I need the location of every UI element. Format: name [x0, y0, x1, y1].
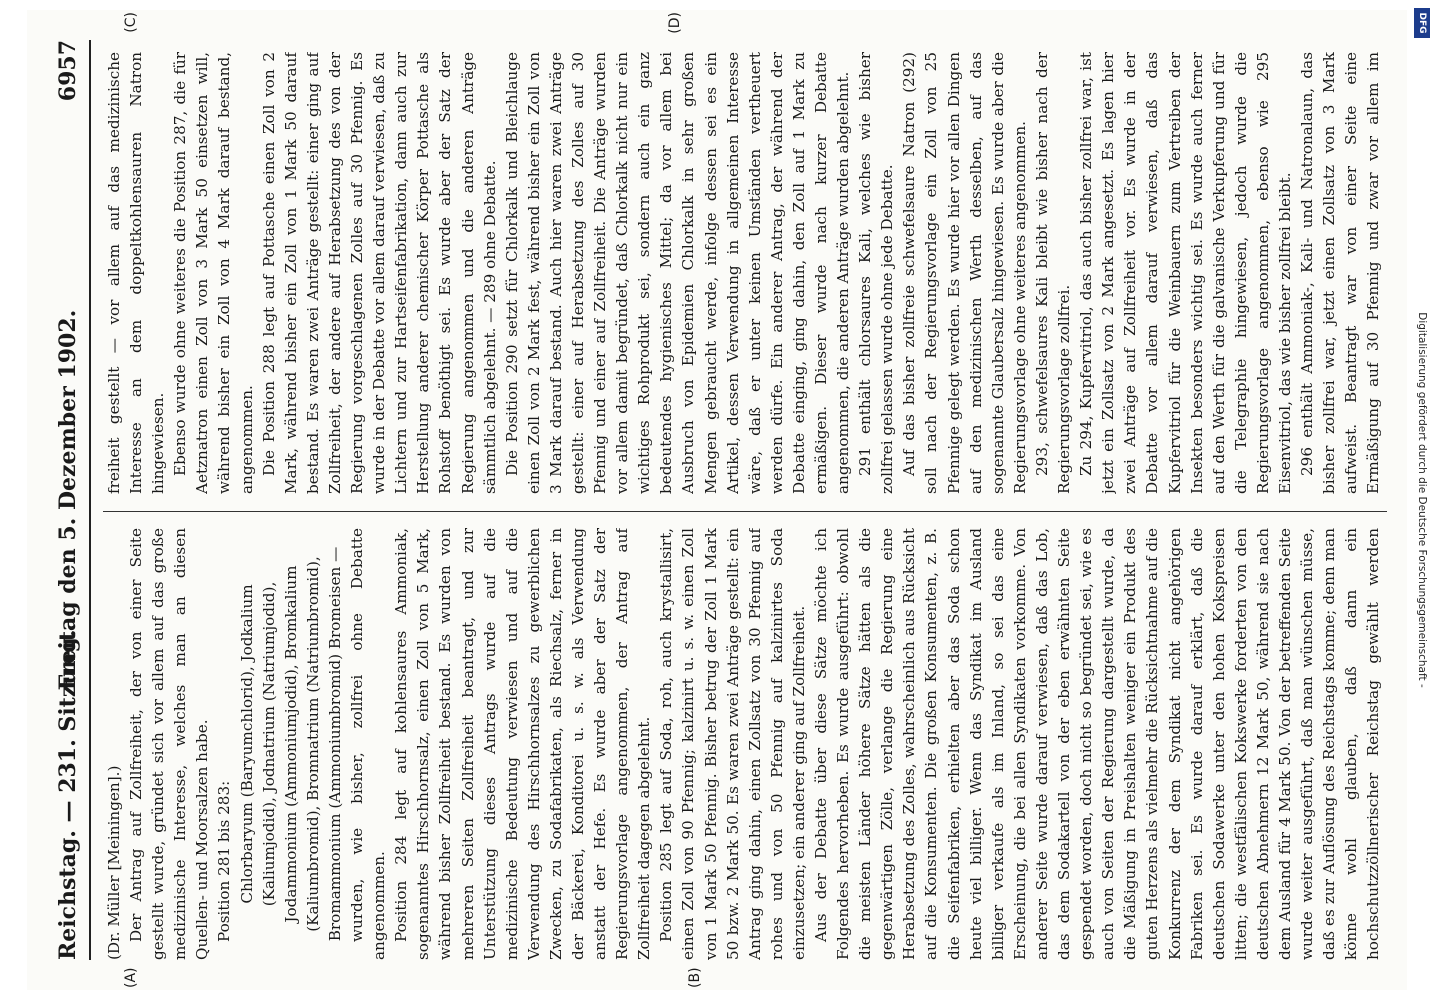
margin-marker-b: (B)	[687, 967, 703, 988]
paragraph: 293, schwefelsaures Kali bleibt wie bisher nach der Regierungsvorlage zollfrei.	[1032, 52, 1074, 494]
margin-marker-a: (A)	[123, 967, 139, 988]
paragraph: Aus der Debatte über diese Sätze möchte ich Folgendes hervorheben. Es wurde ausgeführt: obwohl die meisten Länder höhere Sätze hätten als die gegenwärtigen Zölle, verlange die Regierung eine Herabsetzung des Zolles, wahrscheinlich aus Rücksicht auf die Konsumenten. Die großen Konsumenten, z. B. die Seifenfabriken, erhielten aber das Soda schon heute viel billiger. Wenn das Syndikat im Ausland billiger verkaufe als im Inland, so sei das eine Erscheinung, die bei allen Syndikaten vorkomme. Von anderer Seite wurde darauf verwiesen, daß das Lob, das dem Sodakartell von der eben erwähnten Seite gespendet worden, doch nicht so begründet sei, wie es auch von Seiten der Regierung dargestellt wurde, da die Mäßigung in Preishalten weniger ein Produkt des guten Herzens als vielmehr die Rücksichtnahme auf die Konkurrenz der dem Syndikat nicht angehörigen Fabriken sei. Es wurde darauf erklärt, daß die deutschen Sodawerke unter den hohen Kokspreisen litten; die westfälischen Kokswerke forderten von den deutschen Abnehmern 12 Mark 50, während sie nach dem Ausland für 4 Mark 50. Von der betreffenden Seite wurde weiter ausgeführt, daß man wünschen müsse, daß es zur Auflösung des Reichstags komme; denn man könne wohl glauben, daß dann ein hochschutzzöllnerischer Reichstag gewählt werden	[812, 528, 1383, 960]
header-left: Reichstag. — 231. Sitzung.	[55, 629, 81, 960]
paragraph: 291 enthält chlorsaures Kali, welches wie bisher zollfrei gelassen wurde ohne jede Debatte.	[856, 52, 897, 494]
digitization-note: Digitalisierung gefördert durch die Deutsche Forschungsgemeinschaft -	[1416, 312, 1428, 688]
paragraph: Position 285 legt auf Soda, roh, auch krystallisirt, einen Zoll von 90 Pfennig; kalzinirt u. s. w. einen Zoll von 1 Mark 50 Pfennig. Bisher betrug der Zoll 1 Mark 50 bzw. 2 Mark 50. Es waren zwei Anträge gestellt: ein Antrag ging dahin, einen Zollsatz von 30 Pfennig auf rohes und von 50 Pfennig auf kalzinirtes Soda einzusetzen; ein anderer ging auf Zollfreiheit.	[657, 528, 808, 960]
dfg-logo-text: DFG	[1417, 12, 1427, 34]
paragraph: Die Position 290 setzt für Chlorkalk und Bleichlauge einen Zoll von 2 Mark fest, während bisher ein Zoll von 3 Mark darauf bestand. Auch hier waren zwei Anträge gestellt: einer auf Herabsetzung des Zolles auf 30 Pfennig und einer auf Zollfreiheit. Die Anträge wurden vor allem damit begründet, daß Chlorkalk nicht nur ein wichtiges Rohprodukt sei, sondern auch ein ganz bedeutendes hygienisches Mittel; da vor allem bei Ausbruch von Epidemien Chlorkalk in sehr großen Mengen gebraucht werde, infolge dessen sei es ein Artikel, dessen Verwendung in allgemeinen Interesse wäre, daß er unter keinen Umständen vertheuert werden dürfe. Ein anderer Antrag, der während der Debatte einging, ging dahin, den Zoll auf 1 Mark zu ermäßigen. Dieser wurde nach kurzer Debatte angenommen, die anderen Anträge wurden abgelehnt.	[502, 52, 853, 494]
dfg-logo	[1414, 8, 1430, 38]
paragraph: Position 284 legt auf kohlensaures Ammoniak, sogenanntes Hirschhornsalz, einen Zoll von 5 Mark, während bisher Zollfreiheit bestand. Es wurden von mehreren Seiten Zollfreiheit beantragt, und zur Unterstützung dieses Antrags wurde auf die medizinische Bedeutung verwiesen und auf die Verwendung des Hirschhornsalzes zu gewerblichen Zwecken, zu Sodafabrikaten, als Riechsalz, ferner in der Bäckerei, Konditorei u. s. w. als Verwendung anstatt der Hefe. Es wurde aber der Satz der Regierungsvorlage angenommen, der Antrag auf Zollfreiheit dagegen abgelehnt.	[392, 528, 654, 960]
left-column	[103, 528, 1387, 960]
digitization-sidebar	[1410, 0, 1434, 1000]
paragraph: Position 281 bis 283:	[215, 780, 234, 942]
paragraph: 296 enthält Ammoniak-, Kali- und Natronalaun, das bisher zollfrei war, jetzt einen Zollsatz von 3 Mark aufweist. Beantragt war von einer Seite eine Ermäßigung auf 30 Pfennig und zwar vor allem im	[1298, 52, 1383, 494]
column-divider	[103, 511, 1387, 512]
right-column	[103, 52, 1387, 494]
paragraph: freiheit gestellt — vor allem auf das medizinische Interesse an dem doppeltkohlensauren Natron hingewiesen.	[105, 52, 168, 494]
rotated-page	[27, 10, 1407, 990]
page-header	[45, 40, 91, 960]
paragraph: wurden, wie bisher, zollfrei ohne Debatte angenommen.	[348, 528, 389, 960]
page-number: 6957	[55, 40, 81, 102]
header-date: Freitag den 5. Dezember 1902.	[55, 309, 81, 691]
paragraph: Der Antrag auf Zollfreiheit, der von einer Seite gestellt wurde, gründet sich vor allem auf das große medizinische Interesse, welches man an diesen Quellen- und Moorsalzen habe.	[127, 528, 212, 960]
speaker-tag: (Dr. Müller [Meiningen].)	[105, 765, 123, 960]
paragraph: Auf das bisher zollfreie schwefelsaure Natron (292) soll nach der Regierungsvorlage ein Zoll von 25 Pfennige gelegt werden. Es wurde hier vor allen Dingen auf den medizinischen Werth desselben, auf das sogenannte Glaubersalz hingewiesen. Es wurde aber die Regierungsvorlage ohne weiteres angenommen.	[900, 52, 1029, 494]
paragraph: Die Position 288 legt auf Pottasche einen Zoll von 2 Mark, während bisher ein Zoll von 1 Mark 50 darauf bestand. Es waren zwei Anträge gestellt: einer ging auf Zollfreiheit, der andere auf Herabsetzung des von der Regierung vorgeschlagenen Zolles auf 30 Pfennig. Es wurde in der Debatte vor allem darauf verwiesen, daß zu Lichtern und zur Hartseifenfabrikation, dann auch zur Herstellung anderer chemischer Körper Pottasche als Rohstoff benöthigt sei. Es wurde aber der Satz der Regierung angenommen und die anderen Anträge sämmtlich abgelehnt. — 289 ohne Debatte.	[259, 52, 499, 494]
paragraph: Chlorbaryum (Baryumchlorid), Jodkalium (Kaliumjodid), Jodnatrium (Natriumjodid), Jodammonium (Ammoniumjodid), Bromkalium (Kaliumbromid), Bromnatrium (Natriumbromid), Bromammonium (Ammoniumbromid) Bromeisen —	[237, 546, 344, 942]
paragraph: Ebenso wurde ohne weiteres die Position 287, die für Aetznatron einen Zoll von 3 Mark 50 einsetzen will, während bisher ein Zoll von 4 Mark darauf bestand, angenommen.	[171, 52, 256, 494]
margin-marker-c: (C)	[123, 12, 139, 33]
paragraph: Zu 294, Kupfervitriol, das auch bisher zollfrei war, ist jetzt ein Zollsatz von 2 Mark angesetzt. Es lagen hier zwei Anträge auf Zollfreiheit vor. Es wurde in der Debatte vor allem darauf verwiesen, daß das Kupfervitriol für die Weinbauern zum Vertreiben der Insekten besonders wichtig sei. Es wurde auch ferner auf den Werth für die galvanische Verkupferung und für die Telegraphie hingewiesen, jedoch wurde die Regierungsvorlage angenommen, ebenso wie 295 Eisenvitriol, das wie bisher zollfrei bleibt.	[1077, 52, 1294, 494]
margin-marker-d: (D)	[667, 12, 683, 34]
